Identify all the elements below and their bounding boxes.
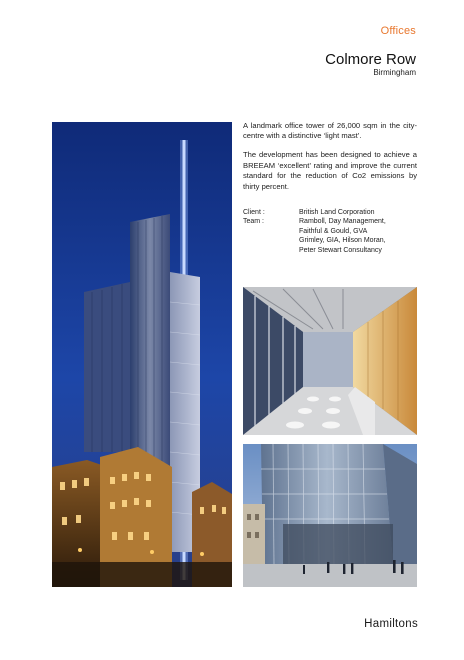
project-title: Colmore Row: [325, 51, 416, 68]
project-description: [243, 121, 417, 201]
description-paragraph-1: A landmark office tower of 26,000 sqm in the city-centre with a distinctive ‘light mast’.: [243, 121, 417, 141]
tower-night-photo: [52, 122, 232, 587]
description-paragraph-2: The development has been designed to achieve a BREEAM ‘excellent’ rating and improve the current standard for the reduction of Co2 emissions by thirty percent.: [243, 150, 417, 191]
project-credits: [243, 208, 418, 255]
section-category: Offices: [380, 25, 416, 37]
team-value: [299, 217, 418, 255]
team-line: Faithful & Gould, GVA: [299, 227, 368, 235]
interior-photo: [243, 287, 417, 435]
company-brand: Hamiltons: [364, 618, 418, 630]
street-view-photo: [243, 444, 417, 587]
team-line: Ramboll, Day Management,: [299, 218, 386, 226]
project-location: Birmingham: [373, 68, 416, 77]
team-label: Team :: [243, 218, 265, 226]
client-label: Client :: [243, 209, 265, 216]
team-line: Grimley, GIA, Hilson Moran,: [299, 237, 386, 245]
client-value: British Land Corporation: [299, 209, 375, 216]
team-row: [243, 217, 418, 255]
team-line: Peter Stewart Consultancy: [299, 246, 382, 254]
client-row: [243, 208, 418, 217]
